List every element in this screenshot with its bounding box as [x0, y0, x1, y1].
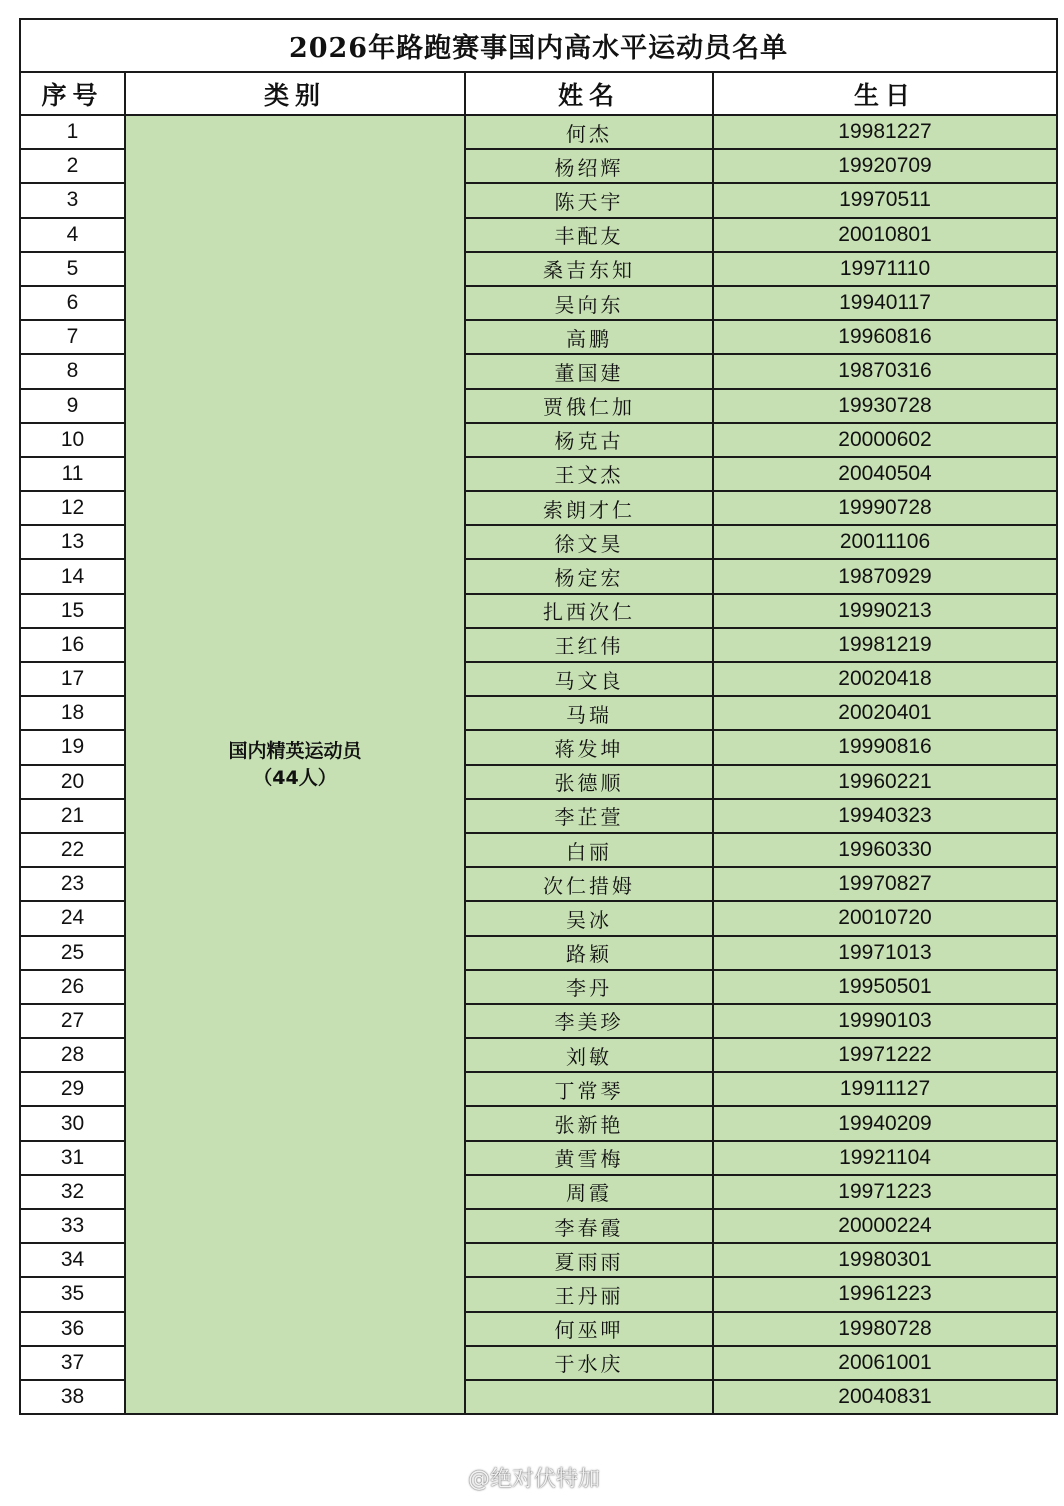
seq-cell: 20 — [20, 765, 125, 799]
birthday-cell: 20040504 — [713, 457, 1057, 491]
birthday-cell: 19960816 — [713, 320, 1057, 354]
name-cell: 董国建 — [465, 354, 713, 388]
name-cell: 丁常琴 — [465, 1072, 713, 1106]
birthday-cell: 19870316 — [713, 354, 1057, 388]
name-cell: 张新艳 — [465, 1106, 713, 1140]
header-birthday: 生日 — [713, 72, 1057, 115]
name-cell: 李美珍 — [465, 1004, 713, 1038]
seq-cell: 25 — [20, 936, 125, 970]
birthday-cell: 19990213 — [713, 594, 1057, 628]
seq-cell: 34 — [20, 1243, 125, 1277]
birthday-cell: 19940323 — [713, 799, 1057, 833]
birthday-cell: 19921104 — [713, 1141, 1057, 1175]
birthday-cell: 19870929 — [713, 559, 1057, 593]
birthday-cell: 19950501 — [713, 970, 1057, 1004]
birthday-cell: 19990816 — [713, 730, 1057, 764]
watermark — [428, 1462, 600, 1493]
birthday-cell: 20010801 — [713, 218, 1057, 252]
seq-cell: 31 — [20, 1141, 125, 1175]
table-row — [20, 115, 1057, 149]
seq-cell: 11 — [20, 457, 125, 491]
birthday-cell: 19990728 — [713, 491, 1057, 525]
athlete-list-table — [19, 18, 1058, 1415]
birthday-cell: 19960221 — [713, 765, 1057, 799]
name-cell: 周霞 — [465, 1175, 713, 1209]
name-cell: 马瑞 — [465, 696, 713, 730]
header-category: 类别 — [125, 72, 465, 115]
name-cell: 贾俄仁加 — [465, 389, 713, 423]
birthday-cell: 19981227 — [713, 115, 1057, 149]
seq-cell: 27 — [20, 1004, 125, 1038]
seq-cell: 26 — [20, 970, 125, 1004]
seq-cell: 30 — [20, 1106, 125, 1140]
name-cell — [465, 1380, 713, 1414]
name-cell: 索朗才仁 — [465, 491, 713, 525]
name-cell: 王红伟 — [465, 628, 713, 662]
seq-cell: 4 — [20, 218, 125, 252]
table-title: 2026年路跑赛事国内高水平运动员名单 — [20, 19, 1057, 72]
birthday-cell: 19970827 — [713, 867, 1057, 901]
birthday-cell: 19971223 — [713, 1175, 1057, 1209]
name-cell: 丰配友 — [465, 218, 713, 252]
seq-cell: 16 — [20, 628, 125, 662]
seq-cell: 9 — [20, 389, 125, 423]
name-cell: 夏雨雨 — [465, 1243, 713, 1277]
name-cell: 何巫呷 — [465, 1312, 713, 1346]
name-cell: 刘敏 — [465, 1038, 713, 1072]
seq-cell: 2 — [20, 149, 125, 183]
name-cell: 李芷萱 — [465, 799, 713, 833]
birthday-cell: 19971222 — [713, 1038, 1057, 1072]
birthday-cell: 19940209 — [713, 1106, 1057, 1140]
name-cell: 蒋发坤 — [465, 730, 713, 764]
seq-cell: 12 — [20, 491, 125, 525]
birthday-cell: 20011106 — [713, 525, 1057, 559]
name-cell: 杨克古 — [465, 423, 713, 457]
birthday-cell: 20040831 — [713, 1380, 1057, 1414]
name-cell: 高鹏 — [465, 320, 713, 354]
name-cell: 陈天宇 — [465, 183, 713, 217]
birthday-cell: 19961223 — [713, 1277, 1057, 1311]
seq-cell: 22 — [20, 833, 125, 867]
birthday-cell: 19970511 — [713, 183, 1057, 217]
birthday-cell: 20000224 — [713, 1209, 1057, 1243]
seq-cell: 38 — [20, 1380, 125, 1414]
birthday-cell: 19930728 — [713, 389, 1057, 423]
seq-cell: 36 — [20, 1312, 125, 1346]
name-cell: 吴冰 — [465, 901, 713, 935]
seq-cell: 17 — [20, 662, 125, 696]
watermark-text: @绝对伏特加 — [468, 1467, 601, 1492]
name-cell: 黄雪梅 — [465, 1141, 713, 1175]
birthday-cell: 19920709 — [713, 149, 1057, 183]
seq-cell: 24 — [20, 901, 125, 935]
name-cell: 李春霞 — [465, 1209, 713, 1243]
seq-cell: 33 — [20, 1209, 125, 1243]
birthday-cell: 19940117 — [713, 286, 1057, 320]
seq-cell: 35 — [20, 1277, 125, 1311]
seq-cell: 18 — [20, 696, 125, 730]
name-cell: 杨绍辉 — [465, 149, 713, 183]
seq-cell: 23 — [20, 867, 125, 901]
name-cell: 次仁措姆 — [465, 867, 713, 901]
birthday-cell: 20020418 — [713, 662, 1057, 696]
seq-cell: 15 — [20, 594, 125, 628]
seq-cell: 5 — [20, 252, 125, 286]
seq-cell: 6 — [20, 286, 125, 320]
seq-cell: 28 — [20, 1038, 125, 1072]
seq-cell: 10 — [20, 423, 125, 457]
seq-cell: 32 — [20, 1175, 125, 1209]
name-cell: 于水庆 — [465, 1346, 713, 1380]
birthday-cell: 20061001 — [713, 1346, 1057, 1380]
seq-cell: 7 — [20, 320, 125, 354]
name-cell: 桑吉东知 — [465, 252, 713, 286]
name-cell: 杨定宏 — [465, 559, 713, 593]
name-cell: 吴向东 — [465, 286, 713, 320]
seq-cell: 8 — [20, 354, 125, 388]
seq-cell: 3 — [20, 183, 125, 217]
name-cell: 何杰 — [465, 115, 713, 149]
category-count: （44人） — [253, 766, 337, 789]
name-cell: 张德顺 — [465, 765, 713, 799]
weibo-icon — [428, 1464, 462, 1492]
birthday-cell: 19960330 — [713, 833, 1057, 867]
seq-cell: 19 — [20, 730, 125, 764]
birthday-cell: 19911127 — [713, 1072, 1057, 1106]
name-cell: 扎西次仁 — [465, 594, 713, 628]
header-name: 姓名 — [465, 72, 713, 115]
birthday-cell: 19980301 — [713, 1243, 1057, 1277]
birthday-cell: 20010720 — [713, 901, 1057, 935]
seq-cell: 14 — [20, 559, 125, 593]
birthday-cell: 19980728 — [713, 1312, 1057, 1346]
birthday-cell: 19971013 — [713, 936, 1057, 970]
name-cell: 王文杰 — [465, 457, 713, 491]
name-cell: 路颖 — [465, 936, 713, 970]
name-cell: 白丽 — [465, 833, 713, 867]
category-cell — [125, 115, 465, 1414]
birthday-cell: 20020401 — [713, 696, 1057, 730]
birthday-cell: 19981219 — [713, 628, 1057, 662]
category-label: 国内精英运动员 — [228, 739, 362, 762]
name-cell: 王丹丽 — [465, 1277, 713, 1311]
seq-cell: 29 — [20, 1072, 125, 1106]
birthday-cell: 19971110 — [713, 252, 1057, 286]
seq-cell: 21 — [20, 799, 125, 833]
birthday-cell: 20000602 — [713, 423, 1057, 457]
name-cell: 李丹 — [465, 970, 713, 1004]
name-cell: 徐文昊 — [465, 525, 713, 559]
seq-cell: 37 — [20, 1346, 125, 1380]
name-cell: 马文良 — [465, 662, 713, 696]
birthday-cell: 19990103 — [713, 1004, 1057, 1038]
seq-cell: 13 — [20, 525, 125, 559]
header-seq: 序号 — [20, 72, 125, 115]
seq-cell: 1 — [20, 115, 125, 149]
